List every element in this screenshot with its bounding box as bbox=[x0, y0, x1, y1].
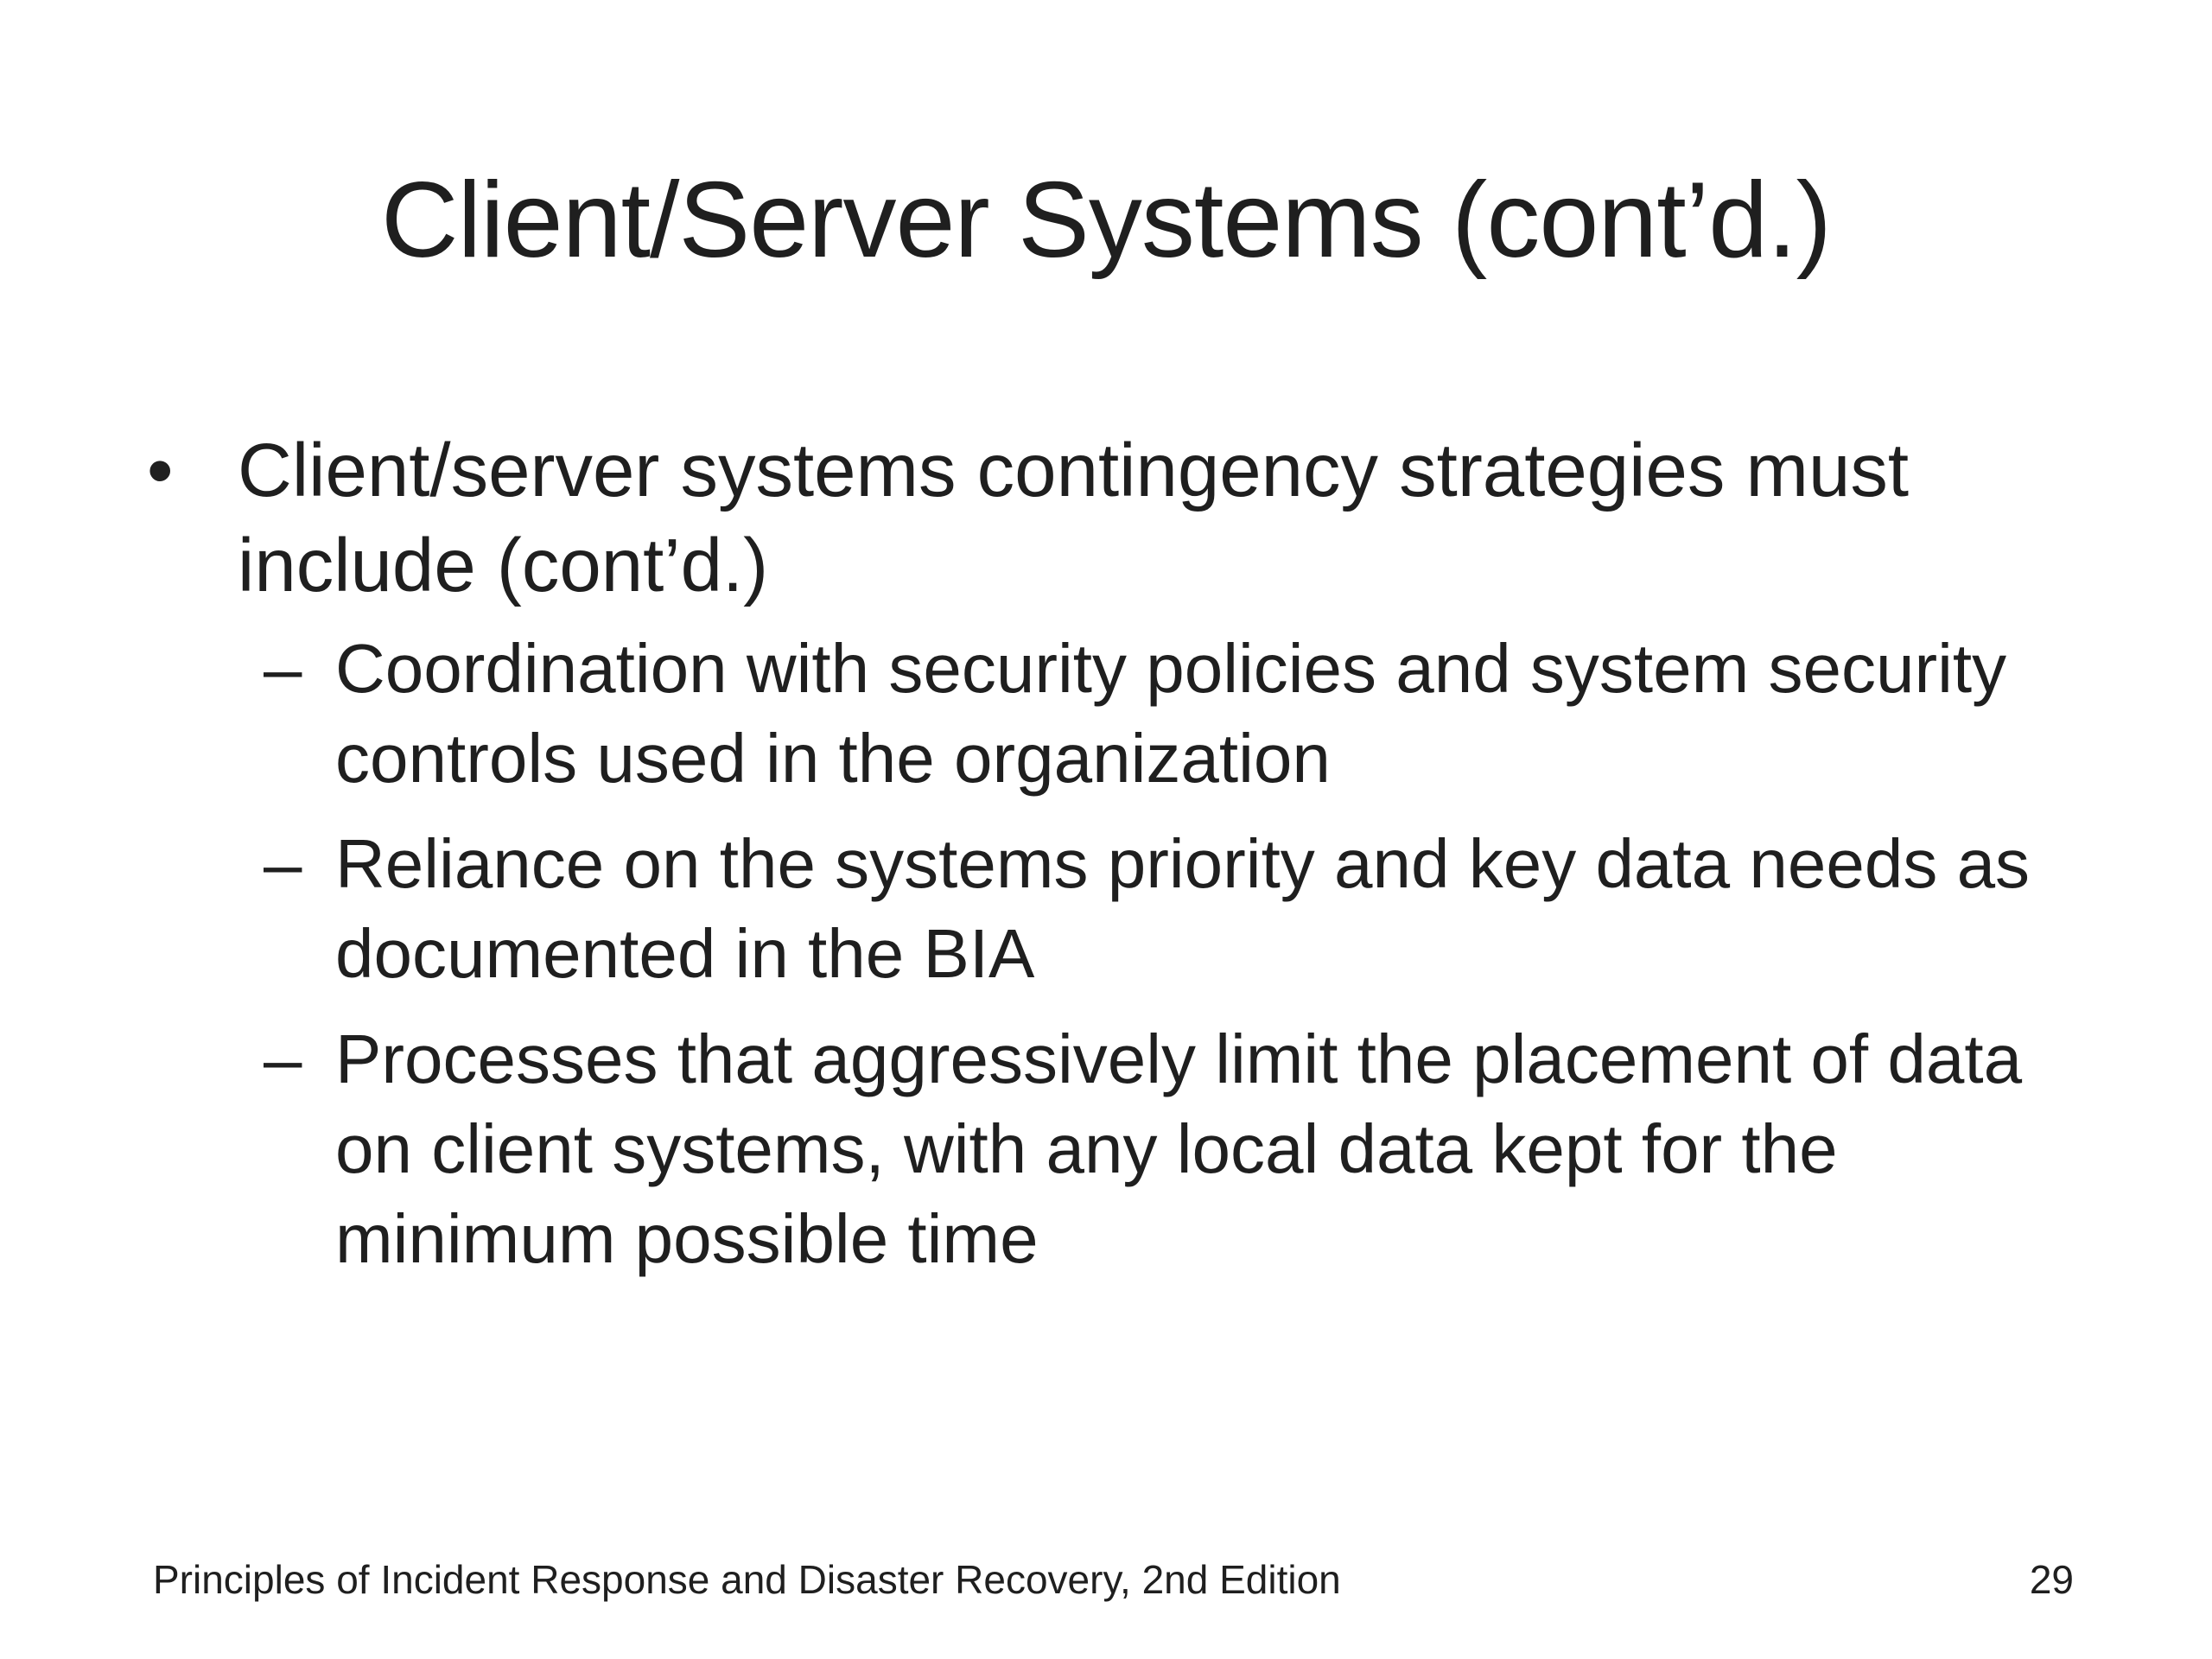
sub-bullet-item bbox=[147, 1014, 2091, 1284]
bullet-item bbox=[147, 423, 2091, 613]
sub-bullet-text: Coordination with security policies and system security controls used in the organization bbox=[335, 630, 2007, 797]
sub-bullet-text: Processes that aggressively limit the placement of data on client systems, with any local data kept for the minimum possible time bbox=[335, 1020, 2023, 1277]
sub-bullet-item bbox=[147, 819, 2091, 999]
dash-icon: – bbox=[264, 630, 302, 707]
dash-icon: – bbox=[264, 825, 302, 902]
bullet-text: Client/server systems contingency strategies must include (cont’d.) bbox=[238, 429, 1910, 607]
sub-bullet-text: Reliance on the systems priority and key data needs as documented in the BIA bbox=[335, 825, 2031, 992]
dash-icon: – bbox=[264, 1020, 302, 1097]
bullet-icon: • bbox=[147, 429, 174, 512]
footer-book-title: Principles of Incident Response and Disaster Recovery, 2nd Edition bbox=[153, 1557, 1341, 1602]
sub-bullet-item bbox=[147, 624, 2091, 804]
footer-page-number: 29 bbox=[2029, 1557, 2074, 1602]
slide-title: Client/Server Systems (cont’d.) bbox=[381, 161, 1831, 280]
slide-body bbox=[147, 423, 2091, 1300]
